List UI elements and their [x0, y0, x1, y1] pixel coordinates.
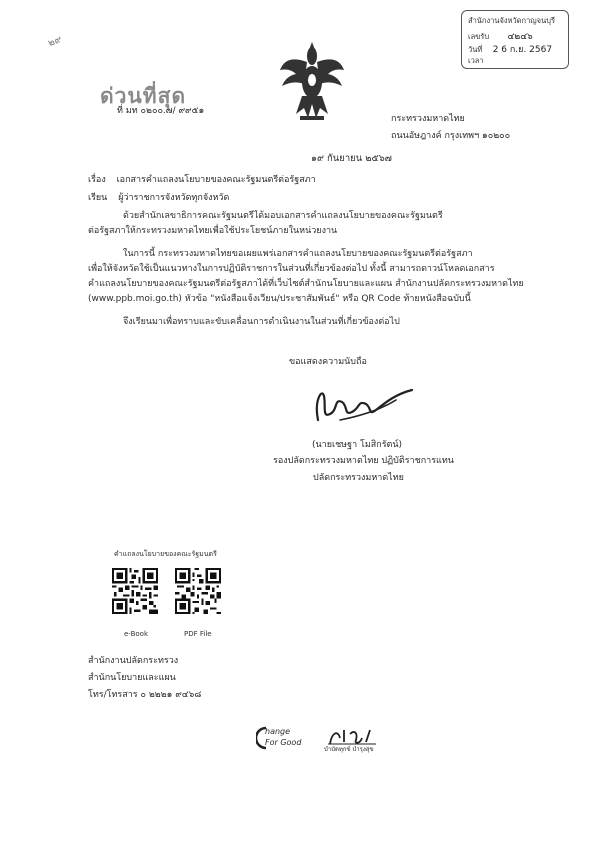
handwritten-note: ๒๙ [46, 33, 64, 50]
stamp-number-label: เลขรับ [468, 32, 490, 41]
footer-division: สำนักนโยบายและแผน [88, 673, 176, 683]
document-number: ที่ มท ๐๒๐๐.๗/ ๙๙๕๑ [117, 106, 205, 116]
moi-slogan-text: บำบัดทุกข์ บำรุงสุข [324, 746, 374, 753]
body-paragraph-1 [88, 209, 528, 239]
signer-position-1: รองปลัดกระทรวงมหาดไทย ปฏิบัติราชการแทน [273, 456, 454, 466]
signer-position-2: ปลัดกระทรวงมหาดไทย [313, 473, 404, 483]
subject-text: เอกสารคำแถลงนโยบายของคณะรัฐมนตรีต่อรัฐสภา [116, 175, 316, 185]
change-logo-text-2: For Good [265, 738, 302, 747]
closing-text: ขอแสดงความนับถือ [289, 357, 367, 367]
stamp-date-label: วันที่ [468, 45, 483, 54]
signer-name: (นายเชษฐา โมสิกรัตน์) [312, 440, 403, 450]
stamp-number-value: ๔๒๔๖ [507, 32, 533, 42]
recipient-text: ผู้ว่าราชการจังหวัดทุกจังหวัด [118, 193, 230, 203]
qr-label-ebook: e-Book [124, 630, 149, 638]
recipient-row [88, 190, 229, 204]
stamp-number-row [468, 29, 533, 43]
footer-office: สำนักงานปลัดกระทรวง [88, 656, 179, 666]
qr-code-ebook[interactable] [112, 568, 158, 614]
subject-row [88, 172, 316, 186]
moi-slogan-logo [322, 726, 382, 756]
paragraph-line: เพื่อให้จังหวัดใช้เป็นแนวทางในการปฏิบัติราชการในส่วนที่เกี่ยวข้องต่อไป ทั้งนี้ สามารถดาวน์โหลดเอกสาร [88, 264, 495, 274]
sender-address: ถนนอัษฎางค์ กรุงเทพฯ ๑๐๒๐๐ [391, 131, 511, 141]
body-paragraph-2 [88, 247, 528, 307]
stamp-date-row [468, 42, 552, 56]
change-for-good-logo [256, 724, 310, 756]
qr-section-title: คำแถลงนโยบายของคณะรัฐมนตรี [114, 550, 217, 558]
signature-image [300, 380, 420, 428]
sender-ministry: กระทรวงมหาดไทย [391, 114, 465, 124]
qr-label-pdf: PDF File [184, 630, 212, 638]
paragraph-line: (www.ppb.moi.go.th) หัวข้อ "หนังสือแจ้งเวียน/ประชาสัมพันธ์" หรือ QR Code ท้ายหนังสือฉบับนี้ [88, 294, 471, 304]
change-logo-text-1: hange [265, 727, 291, 736]
paragraph-line: คำแถลงนโยบายของคณะรัฐมนตรีต่อรัฐสภาได้ที่เว็บไซต์สำนักนโยบายและแผน สำนักงานปลัดกระทรวงมหาดไทย [88, 279, 524, 289]
paragraph-line: ต่อรัฐสภาให้กระทรวงมหาดไทยเพื่อใช้ประโยชน์ภายในหน่วยงาน [88, 226, 338, 236]
qr-code-pdf[interactable] [175, 568, 221, 614]
urgent-stamp: ด่วนที่สุด [100, 84, 187, 108]
body-paragraph-3: จึงเรียนมาเพื่อทราบและขับเคลื่อนการดำเนินงานในส่วนที่เกี่ยวข้องต่อไป [123, 317, 400, 327]
garuda-emblem [276, 40, 348, 124]
recipient-label: เรียน [88, 193, 108, 203]
paragraph-line: ในการนี้ กระทรวงมหาดไทยขอเผยแพร่เอกสารคำแถลงนโยบายของคณะรัฐมนตรีต่อรัฐสภา [123, 249, 473, 259]
stamp-office: สำนักงานจังหวัดกาญจนบุรี [468, 16, 555, 25]
footer-phone: โทร/โทรสาร ๐ ๒๒๒๑ ๙๔๖๘ [88, 690, 202, 700]
subject-label: เรื่อง [88, 175, 106, 185]
receipt-stamp [461, 10, 569, 69]
stamp-time-label: เวลา [468, 56, 484, 65]
document-date: ๑๙ กันยายน ๒๕๖๗ [311, 153, 392, 164]
paragraph-line: ด้วยสำนักเลขาธิการคณะรัฐมนตรีได้มอบเอกสารคำแถลงนโยบายของคณะรัฐมนตรี [123, 211, 443, 221]
stamp-date-value: 2 6 ก.ย. 2567 [492, 45, 553, 55]
